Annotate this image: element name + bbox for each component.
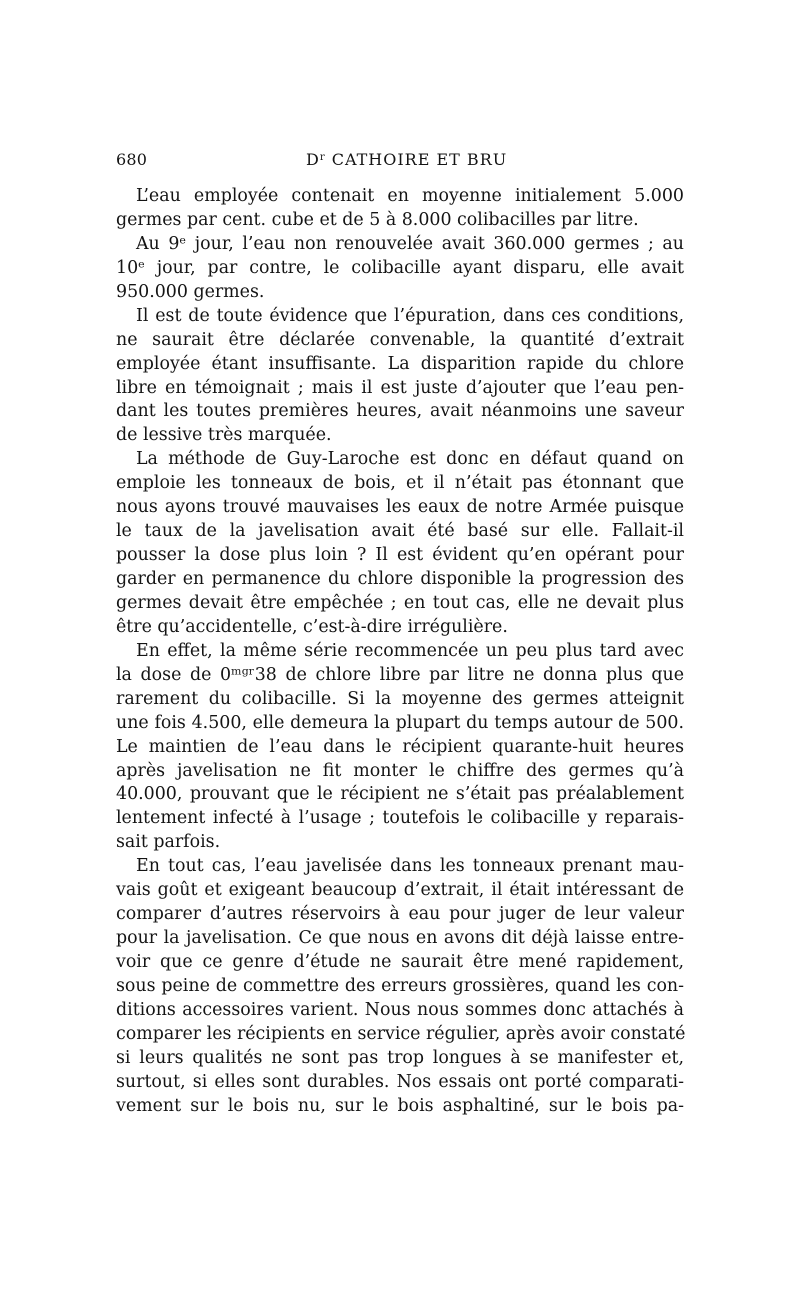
text-line: vement sur le bois nu, sur le bois asphaltiné, sur le bois pa- — [116, 1095, 684, 1116]
running-head-authors: CATHOIRE ET BRU — [325, 150, 508, 169]
text-line: employée étant insuffisante. La disparition rapide du chlore — [116, 353, 684, 374]
text-line: le taux de la javelisation avait été basé sur elle. Fallait-il — [116, 521, 684, 542]
text-line: En effet, la même série recommencée un peu plus tard avec — [136, 640, 684, 661]
text-line: une fois 4.500, elle demeura la plupart du temps autour de 500. — [116, 712, 684, 733]
text-line: Il est de toute évidence que l’épuration, dans ces conditions, — [136, 305, 684, 326]
paragraph — [116, 233, 684, 305]
text-line: L’eau employée contenait en moyenne initialement 5.000 — [136, 186, 684, 206]
running-head — [306, 150, 507, 169]
paragraph — [116, 640, 684, 855]
text-line: Le maintien de l’eau dans le récipient quarante-huit heures — [116, 736, 684, 757]
text-line: Au 9ᵉ jour, l’eau non renouvelée avait 360.000 germes ; au — [136, 233, 684, 254]
text-line: être qu’accidentelle, c’est-à-dire irrégulière. — [116, 616, 508, 637]
text-line: si leurs qualités ne sont pas trop longues à se manifester et, — [116, 1047, 684, 1068]
text-line: germes devait être empêchée ; en tout cas, elle ne devait plus — [116, 592, 684, 613]
text-line: voir que ce genre d’étude ne saurait être mené rapidement, — [116, 952, 684, 972]
text-line: surtout, si elles sont durables. Nos essais ont porté comparati- — [116, 1071, 684, 1092]
text-line: la dose de 0ᵐᵍʳ38 de chlore libre par litre ne donna plus que — [116, 664, 684, 685]
text-line: de lessive très marquée. — [116, 425, 332, 446]
text-line: dant les toutes premières heures, avait néanmoins une saveur — [116, 401, 684, 422]
running-head-prefix-sup: r — [319, 152, 326, 163]
text-line: 10ᵉ jour, par contre, le colibacille ayant disparu, elle avait — [116, 257, 684, 278]
paragraph — [116, 305, 684, 449]
page-header — [116, 150, 684, 172]
running-head-prefix: D — [306, 150, 320, 169]
text-line: comparer d’autres réservoirs à eau pour juger de leur valeur — [116, 904, 684, 925]
text-line: ditions accessoires varient. Nous nous sommes donc attachés à — [116, 999, 684, 1020]
text-line: lentement infecté à l’usage ; toutefois le colibacille y reparais- — [116, 808, 684, 829]
text-line: germes par cent. cube et de 5 à 8.000 colibacilles par litre. — [116, 209, 639, 230]
paragraph — [116, 185, 684, 233]
paragraph — [116, 855, 684, 1118]
text-line: 950.000 germes. — [116, 281, 265, 302]
text-line: nous ayons trouvé mauvaises les eaux de notre Armée puisque — [116, 497, 684, 518]
text-line: libre en témoignait ; mais il est juste d’ajouter que l’eau pen- — [116, 377, 684, 398]
text-line: vais goût et exigeant beaucoup d’extrait, il était intéressant de — [116, 880, 684, 901]
text-line: pousser la dose plus loin ? Il est évident qu’en opérant pour — [116, 545, 684, 566]
body-text — [116, 185, 684, 1119]
text-line: pour la javelisation. Ce que nous en avons dit déjà laisse entre- — [116, 928, 684, 949]
text-line: sous peine de commettre des erreurs grossières, quand les con- — [116, 975, 684, 996]
text-line: emploie les tonneaux de bois, et il n’était pas étonnant que — [116, 473, 684, 494]
text-line: garder en permanence du chlore disponible la progression des — [116, 569, 684, 589]
text-line: comparer les récipients en service régulier, après avoir constaté — [116, 1023, 686, 1044]
text-line: ne saurait être déclarée convenable, la quantité d’extrait — [116, 329, 684, 350]
text-line: En tout cas, l’eau javelisée dans les tonneaux prenant mau- — [136, 856, 684, 877]
text-line: 40.000, prouvant que le récipient ne s’était pas préalablement — [116, 784, 684, 805]
text-line: rarement du colibacille. Si la moyenne des germes atteignit — [116, 688, 684, 709]
page-number: 680 — [116, 150, 148, 169]
text-line: sait parfois. — [116, 832, 221, 853]
text-line: après javelisation ne fit monter le chiffre des germes qu’à — [116, 760, 684, 781]
text-line: La méthode de Guy-Laroche est donc en défaut quand on — [136, 449, 684, 470]
paragraph — [116, 448, 684, 640]
